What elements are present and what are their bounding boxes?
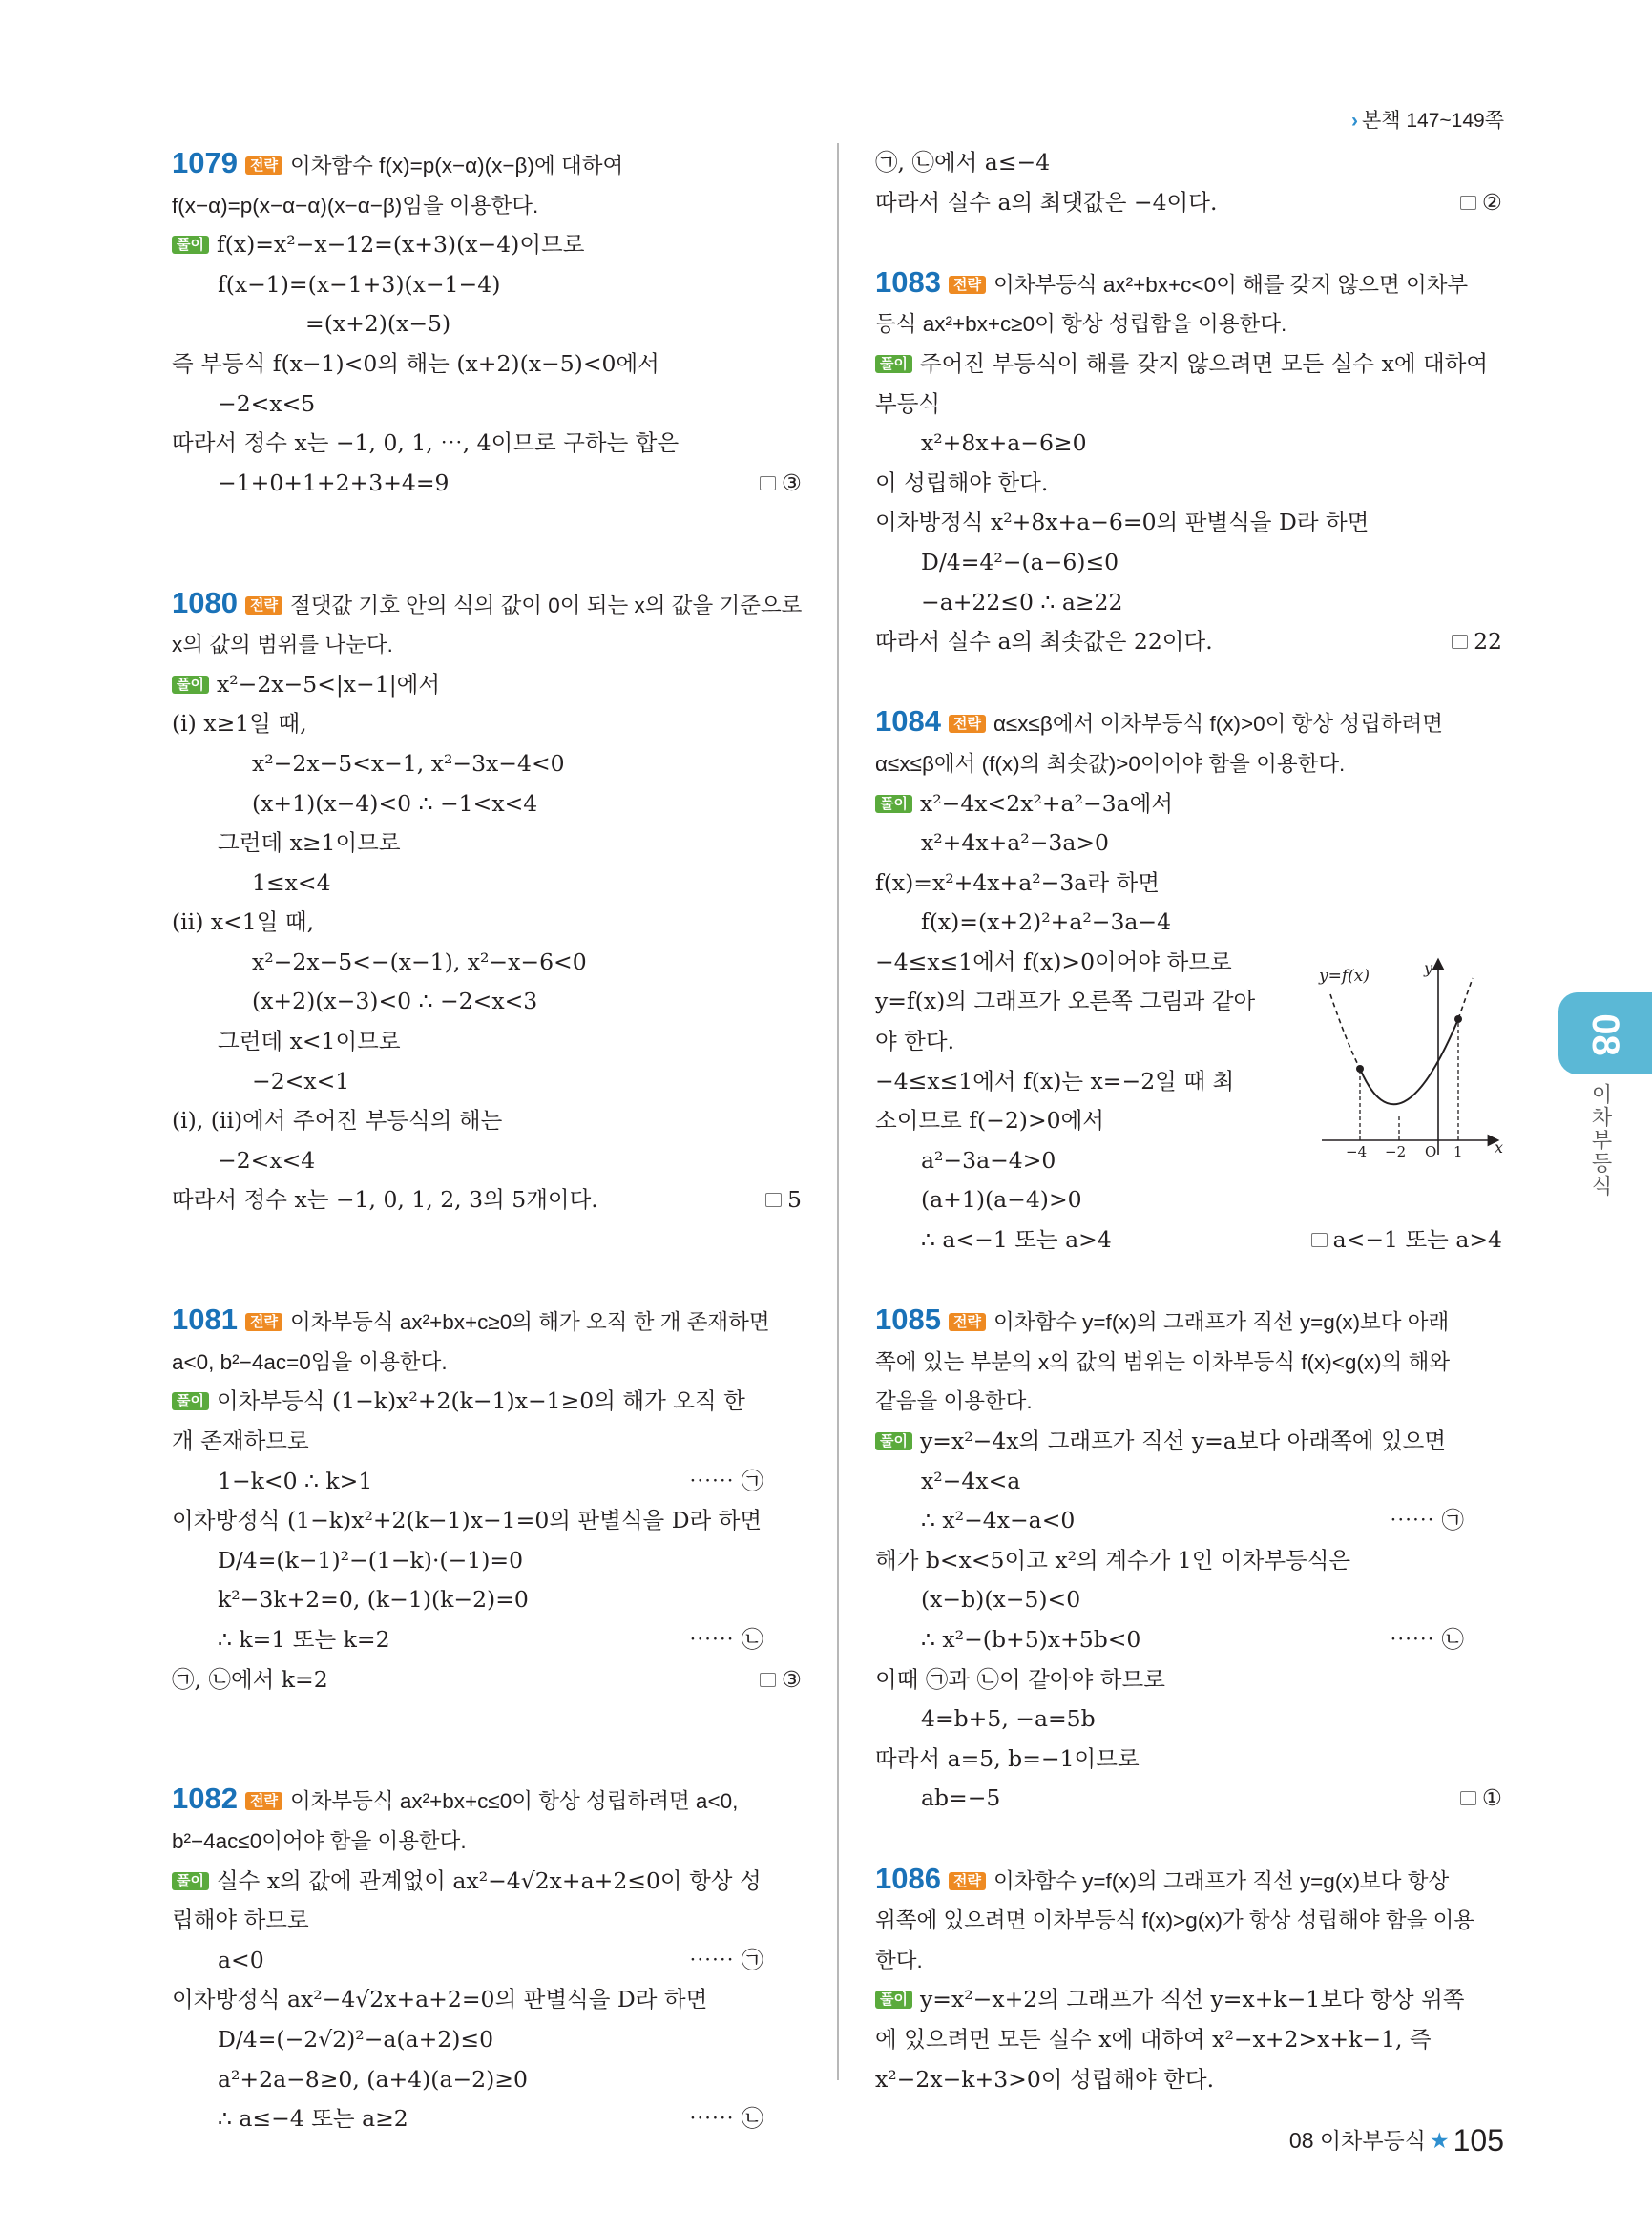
text-line <box>875 543 1502 583</box>
answer-icon <box>760 1673 776 1687</box>
strategy-badge: 전략 <box>949 715 986 733</box>
strategy-badge: 전략 <box>949 1872 986 1890</box>
y-axis-label: y <box>1424 959 1433 977</box>
line-text: −2<x<5 <box>218 389 316 417</box>
text-line <box>875 784 1502 824</box>
line-text: 한다. <box>875 1948 923 1972</box>
text-line <box>875 2060 1502 2100</box>
line-text: 부등식 <box>875 389 941 417</box>
line-text: 위쪽에 있으려면 이차부등식 f(x)>g(x)가 항상 성립해야 함을 이용 <box>875 1908 1475 1933</box>
line-text: 주어진 부등식이 해를 갖지 않으려면 모든 실수 x에 대하여 <box>919 349 1489 377</box>
text-line <box>172 1101 802 1141</box>
text-line <box>875 1660 1502 1700</box>
text-line <box>172 344 802 385</box>
text-line <box>875 1220 1502 1261</box>
strategy-text <box>172 625 802 665</box>
text-line <box>875 1462 1502 1502</box>
solution-badge: 풀이 <box>172 1872 209 1890</box>
text-line <box>172 1901 802 1941</box>
curve-label: y=f(x) <box>1319 967 1370 986</box>
text-line <box>172 943 802 983</box>
line-text: α≤x≤β에서 이차부등식 f(x)>0이 항상 성립하려면 <box>993 712 1444 737</box>
text-line <box>875 1180 1502 1220</box>
text-line <box>172 1660 802 1700</box>
text-line <box>172 385 802 425</box>
line-text: −4≤x≤1에서 f(x)>0이어야 하므로 <box>875 948 1232 975</box>
line-text: 1≤x<4 <box>252 868 331 896</box>
line-text: f(x)=(x+2)²+a²−3a−4 <box>921 908 1172 936</box>
text-line <box>172 1382 802 1422</box>
line-text: 실수 x의 값에 관계없이 ax²−4√2x+a+2≤0이 항상 성 <box>216 1866 762 1894</box>
text-line <box>875 464 1502 504</box>
answer-value: ① <box>1481 1784 1502 1812</box>
line-text: α≤x≤β에서 (f(x)의 최솟값)>0이어야 함을 이용한다. <box>875 751 1346 776</box>
parabola-solid <box>1360 1019 1458 1104</box>
problem-header <box>875 262 1502 305</box>
problem-number: 1084 <box>875 704 941 739</box>
text-line <box>172 1980 802 2020</box>
left-column <box>172 143 802 2139</box>
answer <box>1460 1779 1502 1819</box>
problem-number: 1085 <box>875 1303 941 1337</box>
book-page-reference: › 본책 147~149쪽 <box>1350 110 1504 132</box>
line-text: D/4=(−2√2)²−a(a+2)≤0 <box>218 2025 494 2053</box>
strategy-text <box>875 1901 1502 1941</box>
line-text: 이차방정식 (1−k)x²+2(k−1)x−1=0의 판별식을 D라 하면 <box>172 1507 763 1534</box>
line-text: x²−2x−k+3>0이 성립해야 한다. <box>875 2065 1215 2093</box>
text-line <box>172 1501 802 1541</box>
line-text: x²−2x−5<x−1, x²−3x−4<0 <box>252 749 565 777</box>
line-text: a<0 <box>218 1946 264 1973</box>
strategy-text <box>875 1382 1502 1422</box>
equation-marker: ⋯⋯ ㉠ <box>689 1946 763 1973</box>
line-text: (a+1)(a−4)>0 <box>921 1186 1082 1214</box>
strategy-text <box>875 744 1502 784</box>
line-text: 이차함수 f(x)=p(x−α)(x−β)에 대하여 <box>289 154 624 177</box>
line-text: −1+0+1+2+3+4=9 <box>218 469 450 496</box>
line-text: 따라서 정수 x는 −1, 0, 1, ⋯, 4이므로 구하는 합은 <box>172 429 680 457</box>
line-text: k²−3k+2=0, (k−1)(k−2)=0 <box>218 1586 529 1614</box>
line-text: (ⅰ), (ⅱ)에서 주어진 부등식의 해는 <box>172 1107 503 1135</box>
solution-badge: 풀이 <box>172 236 209 254</box>
text-line <box>172 2099 802 2139</box>
text-line <box>172 2020 802 2060</box>
chapter-tab-title: 이차부등식 <box>1589 1083 1613 1198</box>
answer <box>1452 622 1502 662</box>
line-text: 1−k<0 ∴ k>1 <box>218 1467 373 1494</box>
text-line <box>172 1541 802 1581</box>
text-line <box>172 225 802 265</box>
answer-icon <box>1460 1791 1476 1805</box>
answer <box>1311 1220 1502 1261</box>
answer-icon <box>765 1193 782 1207</box>
answer-value: a<−1 또는 a>4 <box>1332 1226 1502 1254</box>
spacer <box>172 543 802 583</box>
problem-header <box>875 1859 1502 1902</box>
problem-header <box>172 1300 802 1343</box>
line-text: x²+4x+a²−3a>0 <box>921 829 1109 857</box>
text-line <box>875 824 1502 864</box>
line-text: (x+2)(x−3)<0 ∴ −2<x<3 <box>252 988 538 1015</box>
strategy-badge: 전략 <box>245 156 282 175</box>
text-line <box>875 903 1502 943</box>
line-text: 절댓값 기호 안의 식의 값이 0이 되는 x의 값을 기준으로 <box>289 593 803 617</box>
line-text: 소이므로 f(−2)>0에서 <box>875 1107 1104 1135</box>
problem-number: 1079 <box>172 146 238 179</box>
text-line <box>172 824 802 864</box>
text-line <box>875 2020 1502 2060</box>
equation-marker: ⋯⋯ ㉡ <box>1390 1625 1464 1653</box>
endpoint-right <box>1454 1015 1462 1023</box>
line-text: 등식 ax²+bx+c≥0이 항상 성립함을 이용한다. <box>875 312 1287 337</box>
text-line <box>875 583 1502 623</box>
line-text: 4=b+5, −a=5b <box>921 1705 1096 1733</box>
line-text: 이차함수 y=f(x)의 그래프가 직선 y=g(x)보다 항상 <box>993 1868 1450 1893</box>
tick-1: 1 <box>1453 1143 1463 1159</box>
line-text: 이차함수 y=f(x)의 그래프가 직선 y=g(x)보다 아래 <box>993 1310 1450 1335</box>
line-text: 이 성립해야 한다. <box>875 469 1049 496</box>
line-text: −2<x<1 <box>252 1067 350 1095</box>
text-line <box>875 1980 1502 2020</box>
text-line <box>172 982 802 1022</box>
column-divider <box>837 143 839 2080</box>
line-text: ∴ x²−4x−a<0 <box>921 1507 1076 1534</box>
text-line <box>875 622 1502 662</box>
line-text: x²−2x−5<−(x−1), x²−x−6<0 <box>252 948 587 975</box>
parabola-dashed-right <box>1458 978 1473 1019</box>
solution-badge: 풀이 <box>875 1432 912 1450</box>
strategy-badge: 전략 <box>245 1313 282 1331</box>
problem-number: 1083 <box>875 264 941 299</box>
line-text: 이때 ㉠과 ㉡이 같아야 하므로 <box>875 1665 1165 1693</box>
text-line <box>875 864 1502 904</box>
text-line <box>172 1422 802 1462</box>
spacer <box>172 1699 802 1740</box>
line-text: 개 존재하므로 <box>172 1428 309 1454</box>
solution-badge: 풀이 <box>875 795 912 813</box>
equation-marker: ⋯⋯ ㉡ <box>689 2105 763 2133</box>
spacer <box>875 662 1502 702</box>
line-text: 이차부등식 ax²+bx+c≥0의 해가 오직 한 개 존재하면 <box>289 1310 770 1335</box>
line-text: −a+22≤0 ∴ a≥22 <box>921 588 1123 615</box>
line-text: f(x)=x²−x−12=(x+3)(x−4)이므로 <box>216 231 585 259</box>
line-text: 그런데 x≥1이므로 <box>218 829 401 857</box>
text-line <box>172 1580 802 1620</box>
answer-value: ③ <box>781 1665 802 1693</box>
text-line <box>172 903 802 943</box>
parabola-dashed-left <box>1330 994 1360 1069</box>
strategy-badge: 전략 <box>949 1313 986 1331</box>
text-line <box>875 344 1502 385</box>
problem-number: 1082 <box>172 1782 238 1816</box>
line-text: b²−4ac≤0이어야 함을 이용한다. <box>172 1828 467 1853</box>
text-line <box>172 1141 802 1181</box>
strategy-badge: 전략 <box>245 1792 282 1810</box>
equation-marker: ⋯⋯ ㉠ <box>689 1467 763 1494</box>
text-line <box>172 265 802 305</box>
line-text: 쪽에 있는 부분의 x의 값의 범위는 이차부등식 f(x)<g(x)의 해와 <box>875 1349 1451 1374</box>
spacer <box>875 1819 1502 1859</box>
answer-icon <box>1452 635 1468 649</box>
line-text: D/4=4²−(a−6)≤0 <box>921 548 1119 575</box>
text-line <box>172 424 802 464</box>
line-text: D/4=(k−1)²−(1−k)·(−1)=0 <box>218 1546 524 1574</box>
text-line <box>172 704 802 744</box>
problem-number: 1086 <box>875 1861 941 1895</box>
footer-chapter: 08 이차부등식 <box>1288 2128 1426 2153</box>
solution-badge: 풀이 <box>875 355 912 373</box>
line-text: ∴ a<−1 또는 a>4 <box>921 1226 1112 1254</box>
line-text: a²+2a−8≥0, (a+4)(a−2)≥0 <box>218 2065 528 2093</box>
line-text: 이차부등식 ax²+bx+c<0이 해를 갖지 않으면 이차부 <box>993 272 1469 297</box>
text-line <box>875 1779 1502 1819</box>
line-text: 따라서 실수 a의 최댓값은 −4이다. <box>875 188 1218 216</box>
line-text: 같음을 이용한다. <box>875 1389 1033 1414</box>
line-text: (ⅰ) x≥1일 때, <box>172 710 307 738</box>
strategy-badge: 전략 <box>949 276 986 294</box>
answer <box>760 1660 802 1700</box>
line-text: y=x²−4x의 그래프가 직선 y=a보다 아래쪽에 있으면 <box>919 1428 1447 1454</box>
line-text: x²−4x<a <box>921 1467 1021 1494</box>
line-text: x의 값의 범위를 나눈다. <box>172 633 393 657</box>
tick-origin: O <box>1425 1143 1437 1159</box>
text-line <box>875 1620 1502 1660</box>
answer-icon <box>1460 196 1476 210</box>
strategy-text <box>172 186 802 226</box>
line-text: ab=−5 <box>921 1784 1001 1812</box>
text-line <box>172 1180 802 1220</box>
text-line <box>875 1699 1502 1740</box>
problem-number: 1081 <box>172 1303 238 1337</box>
line-text: x²−2x−5<|x−1|에서 <box>216 670 441 698</box>
answer-icon <box>1311 1233 1328 1247</box>
line-text: a²−3a−4>0 <box>921 1146 1056 1174</box>
line-text: y=f(x)의 그래프가 오른쪽 그림과 같아 <box>875 988 1256 1015</box>
text-line <box>172 864 802 904</box>
parabola-graph-1084 <box>1317 954 1508 1159</box>
page-footer <box>1289 2123 1504 2158</box>
text-line <box>172 464 802 504</box>
line-text: 이차방정식 ax²−4√2x+a+2=0의 판별식을 D라 하면 <box>172 1986 708 2013</box>
strategy-text <box>172 1343 802 1383</box>
solution-badge: 풀이 <box>172 676 209 694</box>
star-icon: ★ <box>1429 2128 1450 2153</box>
line-text: 그런데 x<1이므로 <box>218 1028 401 1055</box>
line-text: 립해야 하므로 <box>172 1907 309 1934</box>
answer-value: ② <box>1481 188 1502 216</box>
line-text: 따라서 정수 x는 −1, 0, 1, 2, 3의 5개이다. <box>172 1186 598 1214</box>
text-line <box>875 1422 1502 1462</box>
line-text: 이차방정식 x²+8x+a−6=0의 판별식을 D라 하면 <box>875 509 1370 536</box>
text-line <box>875 183 1502 223</box>
line-text: 야 한다. <box>875 1028 955 1055</box>
endpoint-left <box>1356 1065 1364 1073</box>
line-text: −2<x<4 <box>218 1146 316 1174</box>
line-text: −4≤x≤1에서 f(x)는 x=−2일 때 최 <box>875 1067 1235 1095</box>
chapter-tab[interactable]: 08 <box>1558 992 1652 1074</box>
problem-header <box>875 701 1502 744</box>
line-text: =(x+2)(x−5) <box>305 310 451 338</box>
answer-value: ③ <box>781 469 802 496</box>
solution-badge: 풀이 <box>875 1991 912 2009</box>
line-text: f(x−1)=(x−1+3)(x−1−4) <box>218 270 501 298</box>
spacer <box>172 1740 802 1780</box>
text-line <box>172 1620 802 1660</box>
line-text: x²+8x+a−6≥0 <box>921 429 1087 457</box>
line-text: 따라서 a=5, b=−1이므로 <box>875 1744 1140 1772</box>
problem-number: 1080 <box>172 585 238 619</box>
line-text: (x+1)(x−4)<0 ∴ −1<x<4 <box>252 789 538 817</box>
strategy-text <box>172 1822 802 1862</box>
problem-header <box>172 583 802 626</box>
strategy-text <box>875 304 1502 344</box>
line-text: (ⅱ) x<1일 때, <box>172 908 315 936</box>
text-line <box>172 1022 802 1062</box>
text-line <box>172 1062 802 1102</box>
line-text: 해가 b<x<5이고 x²의 계수가 1인 이차부등식은 <box>875 1546 1351 1574</box>
text-line <box>875 1740 1502 1780</box>
x-axis-label: x <box>1495 1138 1504 1157</box>
strategy-text <box>875 1343 1502 1383</box>
line-text: f(x−α)=p(x−α−α)(x−α−β)임을 이용한다. <box>172 193 539 218</box>
line-text: a<0, b²−4ac=0임을 이용한다. <box>172 1349 448 1374</box>
text-line <box>172 665 802 705</box>
text-line <box>172 2060 802 2100</box>
line-text: y=x²−x+2의 그래프가 직선 y=x+k−1보다 항상 위쪽 <box>919 1986 1465 2013</box>
line-text: 에 있으려면 모든 실수 x에 대하여 x²−x+2>x+k−1, 즉 <box>875 2025 1432 2053</box>
spacer <box>172 1261 802 1301</box>
answer <box>760 464 802 504</box>
problem-header <box>172 1779 802 1822</box>
spacer <box>875 1261 1502 1301</box>
page-number: 105 <box>1453 2123 1504 2158</box>
text-line <box>875 1541 1502 1581</box>
equation-marker: ⋯⋯ ㉡ <box>689 1625 763 1653</box>
strategy-text <box>875 1941 1502 1981</box>
text-line <box>172 1462 802 1502</box>
spacer <box>172 1220 802 1261</box>
strategy-badge: 전략 <box>245 596 282 615</box>
answer-value: 22 <box>1474 628 1502 656</box>
line-text: ㉠, ㉡에서 a≤−4 <box>875 149 1051 176</box>
text-line <box>172 784 802 824</box>
line-text: ㉠, ㉡에서 k=2 <box>172 1665 328 1693</box>
line-text: 즉 부등식 f(x−1)<0의 해는 (x+2)(x−5)<0에서 <box>172 349 659 377</box>
text-line <box>172 744 802 784</box>
text-line <box>875 385 1502 425</box>
spacer <box>875 222 1502 262</box>
line-text: ∴ x²−(b+5)x+5b<0 <box>921 1625 1141 1653</box>
text-line <box>875 1501 1502 1541</box>
line-text: ∴ k=1 또는 k=2 <box>218 1625 390 1653</box>
line-text: f(x)=x²+4x+a²−3a라 하면 <box>875 868 1160 896</box>
line-text: ∴ a≤−4 또는 a≥2 <box>218 2105 408 2133</box>
line-text: 따라서 실수 a의 최솟값은 22이다. <box>875 628 1213 656</box>
problem-header <box>172 143 802 186</box>
text-line <box>875 424 1502 464</box>
text-line <box>172 304 802 344</box>
text-line <box>172 1862 802 1902</box>
line-text: x²−4x<2x²+a²−3a에서 <box>919 789 1174 817</box>
answer-value: 5 <box>787 1186 802 1214</box>
spacer <box>172 503 802 543</box>
text-line <box>875 1580 1502 1620</box>
text-line <box>875 143 1502 183</box>
line-text: 이차부등식 (1−k)x²+2(k−1)x−1≥0의 해가 오직 한 <box>216 1387 745 1415</box>
tick-minus4: −4 <box>1346 1143 1368 1159</box>
answer-icon <box>760 476 776 490</box>
answer <box>1460 183 1502 223</box>
tick-minus2: −2 <box>1385 1143 1407 1159</box>
line-text: 이차부등식 ax²+bx+c≤0이 항상 성립하려면 a<0, <box>289 1789 739 1814</box>
equation-marker: ⋯⋯ ㉠ <box>1390 1507 1464 1534</box>
line-text: (x−b)(x−5)<0 <box>921 1586 1081 1614</box>
text-line <box>875 503 1502 543</box>
problem-header <box>875 1300 1502 1343</box>
answer <box>765 1180 802 1220</box>
text-line <box>172 1941 802 1981</box>
solution-badge: 풀이 <box>172 1392 209 1410</box>
